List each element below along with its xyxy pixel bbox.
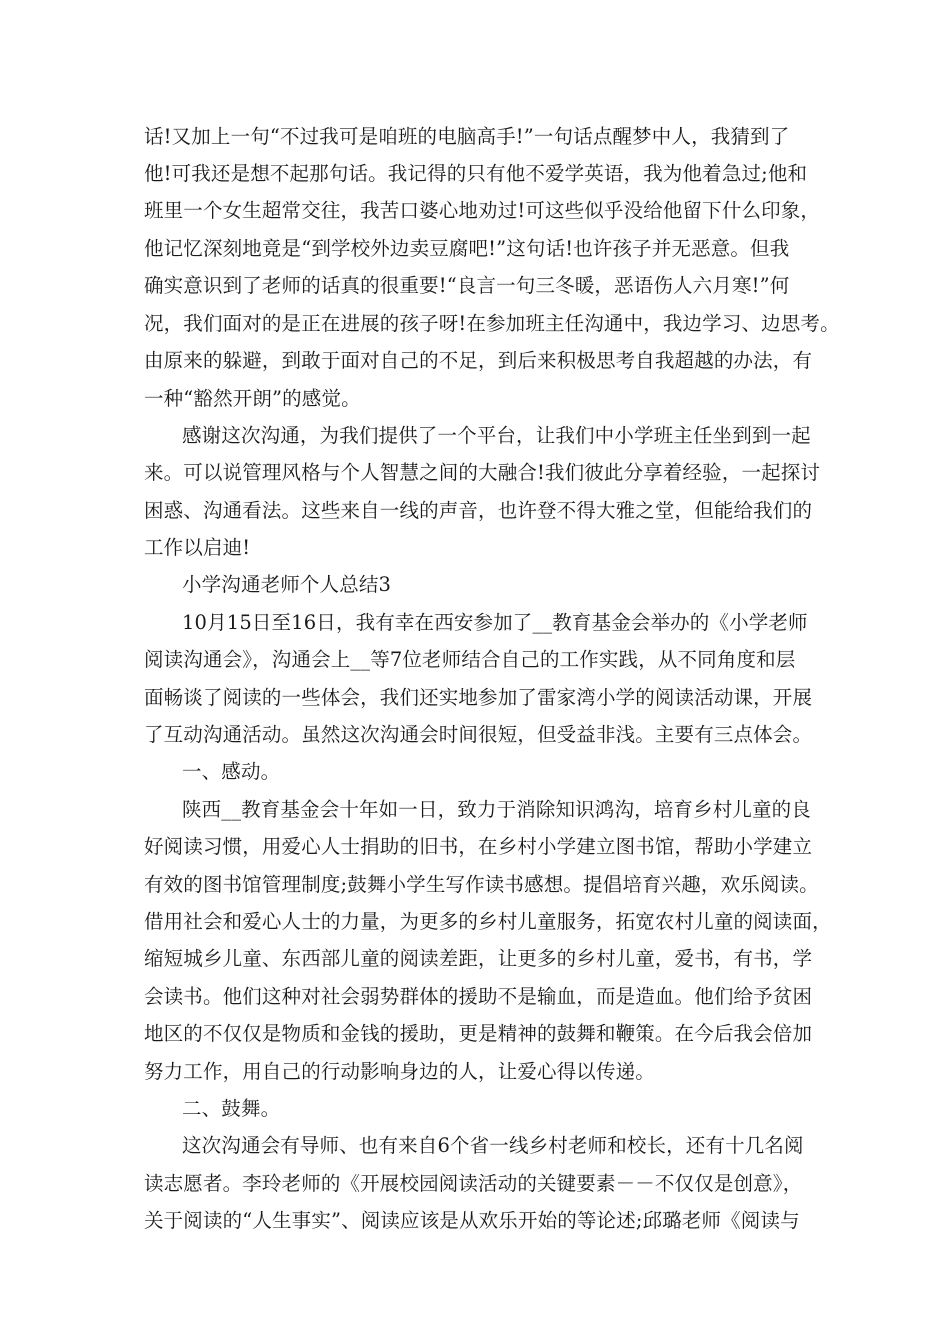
text-line: 缩短城乡儿童、东西部儿童的阅读差距，让更多的乡村儿童，爱书，有书，学: [144, 947, 813, 970]
text-line: 况，我们面对的是正在进展的孩子呀!在参加班主任沟通中，我边学习、边思考。: [144, 312, 840, 335]
paragraph-start-line: 陕西__教育基金会十年如一日，致力于消除知识鸿沟，培育乡村儿童的良: [182, 798, 811, 821]
text-line: 关于阅读的“人生事实”、阅读应该是从欢乐开始的等论述;邱璐老师《阅读与: [144, 1209, 800, 1232]
text-line: 借用社会和爱心人士的力量，为更多的乡村儿童服务，拓宽农村儿童的阅读面，: [144, 910, 832, 933]
text-line: 困惑、沟通看法。这些来自一线的声音，也许登不得大雅之堂，但能给我们的: [144, 499, 813, 522]
paragraph-start-line: 感谢这次沟通，为我们提供了一个平台，让我们中小学班主任坐到到一起: [182, 424, 811, 447]
text-line: 班里一个女生超常交往，我苦口婆心地劝过!可这些似乎没给他留下什么印象，: [144, 199, 821, 222]
text-line: 阅读沟通会》，沟通会上__等7位老师结合自己的工作实践，从不同角度和层: [144, 648, 796, 671]
text-line: 努力工作，用自己的行动影响身边的人，让爱心得以传递。: [144, 1060, 655, 1083]
paragraph-start-line: 这次沟通会有导师、也有来自6个省一线乡村老师和校长，还有十几名阅: [182, 1134, 804, 1157]
subheading: 一、感动。: [182, 760, 281, 783]
text-line: 由原来的躲避，到敢于面对自己的不足，到后来积极思考自我超越的办法，有: [144, 349, 813, 372]
text-line: 一种“豁然开朗”的感觉。: [144, 387, 361, 410]
text-line: 工作以启迪!: [144, 536, 251, 559]
text-line: 会读书。他们这种对社会弱势群体的援助不是输血，而是造血。他们给予贫困: [144, 985, 813, 1008]
text-line: 好阅读习惯，用爱心人士捐助的旧书，在乡村小学建立图书馆，帮助小学建立: [144, 835, 813, 858]
text-line: 话!又加上一句“不过我可是咱班的电脑高手!”一句话点醒梦中人，我猜到了: [144, 125, 790, 148]
text-line: 面畅谈了阅读的一些体会，我们还实地参加了雷家湾小学的阅读活动课，开展: [144, 686, 813, 709]
text-line: 确实意识到了老师的话真的很重要!“良言一句三冬暖，恶语伤人六月寒!”何: [144, 274, 790, 297]
text-line: 他记忆深刻地竟是“到学校外边卖豆腐吧!”这句话!也许孩子并无恶意。但我: [144, 237, 790, 260]
text-line: 他!可我还是想不起那句话。我记得的只有他不爱学英语，我为他着急过;他和: [144, 162, 808, 185]
text-line: 地区的不仅仅是物质和金钱的援助，更是精神的鼓舞和鞭策。在今后我会倍加: [144, 1022, 813, 1045]
paragraph-start-line: 10月15日至16日，我有幸在西安参加了__教育基金会举办的《小学老师: [182, 611, 808, 634]
section-title: 小学沟通老师个人总结3: [182, 573, 392, 596]
text-line: 了互动沟通活动。虽然这次沟通会时间很短，但受益非浅。主要有三点体会。: [144, 723, 813, 746]
text-line: 读志愿者。李玲老师的《开展校园阅读活动的关键要素－－不仅仅是创意》，: [144, 1172, 803, 1195]
subheading: 二、鼓舞。: [182, 1097, 281, 1120]
text-line: 有效的图书馆管理制度;鼓舞小学生写作读书感想。提倡培育兴趣，欢乐阅读。: [144, 873, 819, 896]
text-line: 来。可以说管理风格与个人智慧之间的大融合!我们彼此分享着经验，一起探讨: [144, 461, 821, 484]
